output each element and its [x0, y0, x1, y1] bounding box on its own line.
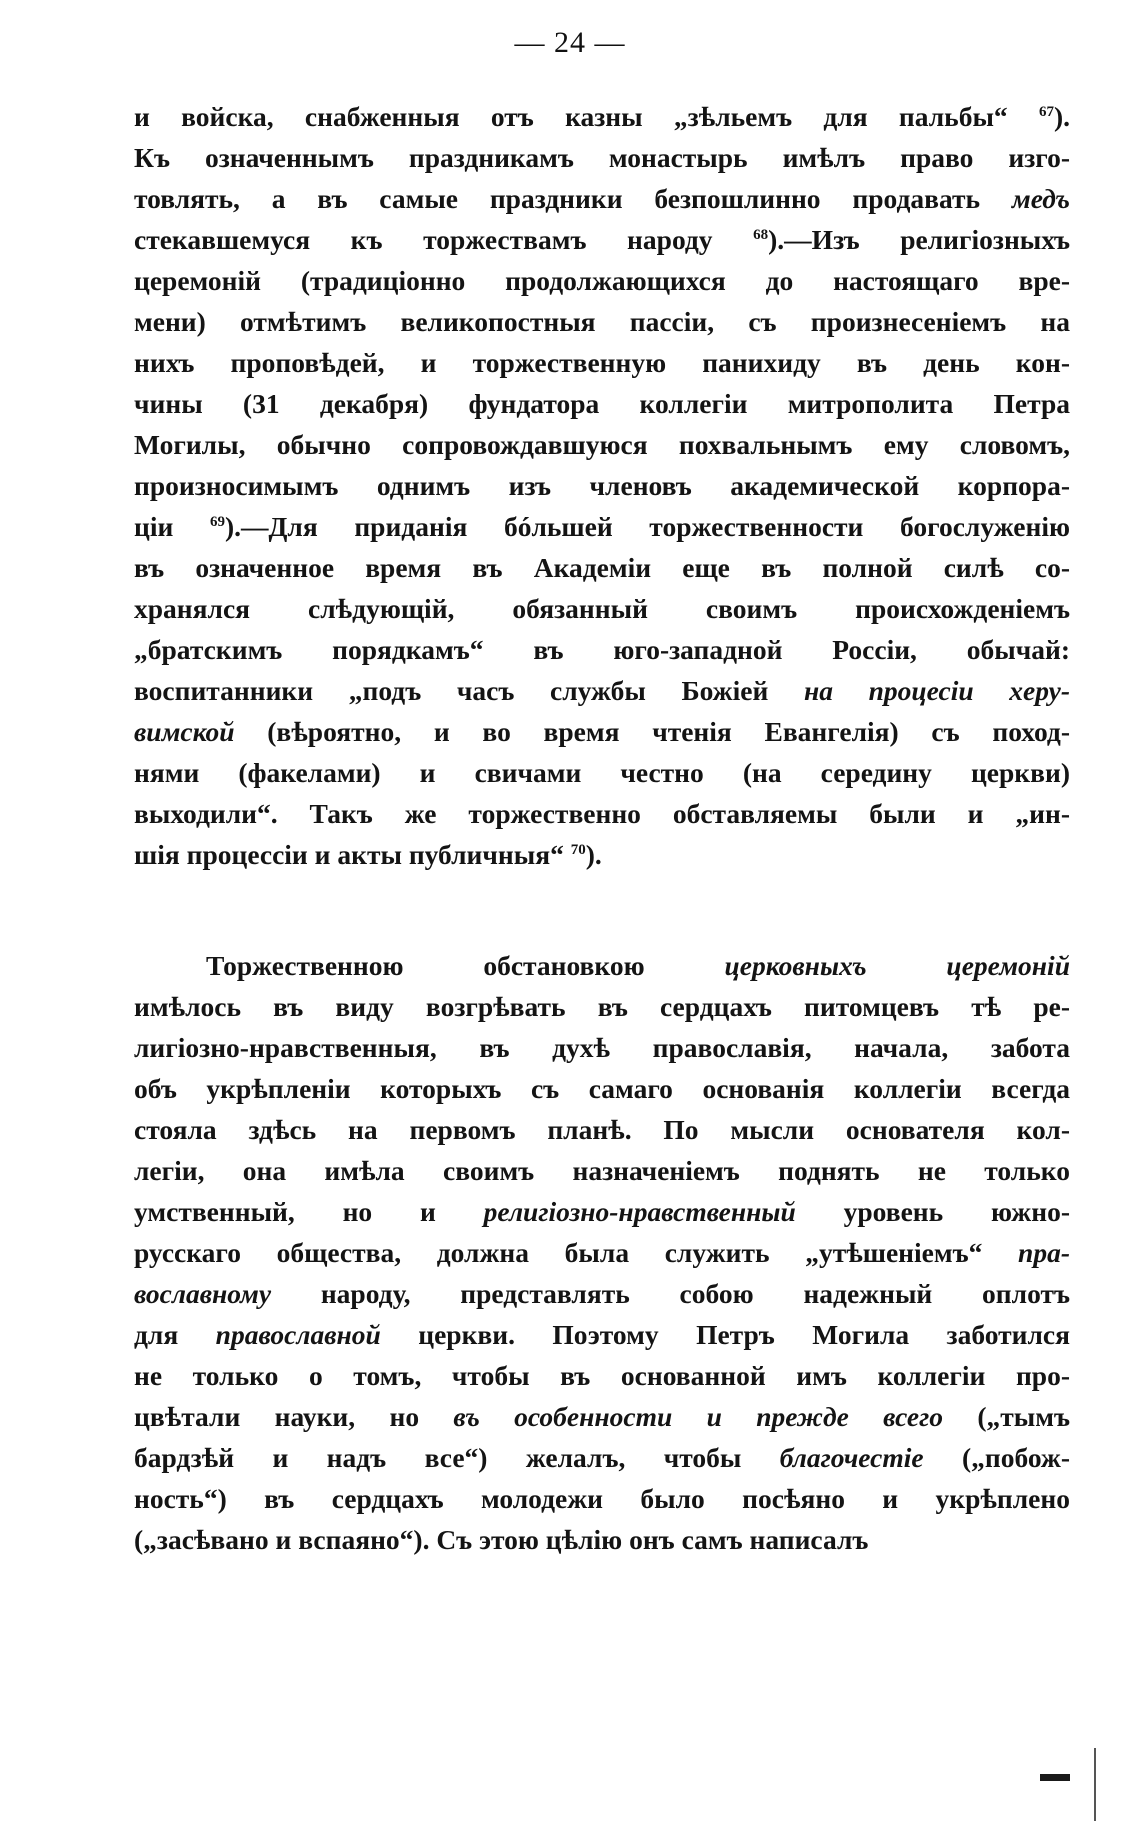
text-line: [134, 1273, 1070, 1314]
text-line: [134, 547, 1070, 588]
text-line: [134, 752, 1070, 793]
text-line: [134, 629, 1070, 670]
italic-text-run: медъ: [1011, 183, 1070, 214]
text-line: [134, 711, 1070, 752]
italic-text-run: на процесіи херу-: [803, 675, 1070, 706]
italic-text-run: религіозно-нравственный: [483, 1196, 796, 1227]
text-line: [134, 465, 1070, 506]
text-run: легіи, она имѣла своимъ назначеніемъ поднять не только: [134, 1155, 1070, 1186]
italic-text-run: пра-: [1018, 1237, 1070, 1268]
text-run: не только о томъ, чтобы въ основанной имъ коллегіи про-: [134, 1360, 1070, 1391]
text-line: [134, 1437, 1070, 1478]
text-run: народу, представлять собою надежный оплотъ: [271, 1278, 1070, 1309]
text-line: [134, 178, 1070, 219]
text-line: [134, 137, 1070, 178]
text-run: Къ означеннымъ праздникамъ монастырь имѣлъ право изго-: [134, 142, 1070, 173]
text-line: [134, 1396, 1070, 1437]
footnote-marker: 68: [753, 227, 769, 243]
italic-text-run: церковныхъ церемоній: [724, 950, 1070, 981]
text-run: уровень южно-: [795, 1196, 1070, 1227]
footnote-marker: 67: [1038, 104, 1054, 120]
text-run: для: [134, 1319, 216, 1350]
text-run: объ укрѣпленіи которыхъ съ самаго основанія коллегіи всегда: [134, 1073, 1070, 1104]
text-run: лигіозно-нравственныя, въ духѣ православія, начала, забота: [134, 1032, 1070, 1063]
text-run: („тымъ: [943, 1401, 1070, 1432]
text-run: умственный, но и: [134, 1196, 484, 1227]
paragraph-1: [134, 96, 1070, 875]
text-run: („засѣвано и вспаяно“). Съ этою цѣлію онъ самъ написалъ: [134, 1524, 869, 1555]
text-run: стекавшемуся къ торжествамъ народу: [134, 224, 754, 255]
text-run: произносимымъ однимъ изъ членовъ академической корпора-: [134, 470, 1070, 501]
text-run: выходили“. Такъ же торжественно обставляемы были и „ин-: [134, 798, 1070, 829]
text-line: [134, 793, 1070, 834]
text-run: нихъ проповѣдей, и торжественную панихиду въ день кон-: [134, 347, 1070, 378]
text-run: и войска, снабженныя отъ казны „зѣльемъ для пальбы“: [134, 101, 1039, 132]
text-run: бардзѣй и надъ все“) желалъ, чтобы: [134, 1442, 780, 1473]
text-run: (вѣроятно, и во время чтенія Евангелія) съ поход-: [234, 716, 1070, 747]
text-line: [134, 1150, 1070, 1191]
text-run: ).: [585, 839, 602, 870]
text-line: [134, 301, 1070, 342]
paragraph-2: [134, 945, 1070, 1560]
text-line: [134, 424, 1070, 465]
italic-text-run: православной: [215, 1319, 381, 1350]
text-line: [134, 1068, 1070, 1109]
text-run: ціи: [134, 511, 210, 542]
text-line: [134, 1355, 1070, 1396]
text-run: церемоній (традиціонно продолжающихся до настоящаго вре-: [134, 265, 1070, 296]
text-run: церкви. Поэтому Петръ Могила заботился: [380, 1319, 1070, 1350]
text-run: воспитанники „подъ часъ службы Божіей: [134, 675, 804, 706]
text-run: Торжественною обстановкою: [206, 950, 725, 981]
footnote-marker: 70: [570, 842, 586, 858]
text-run: стояла здѣсь на первомъ планѣ. По мысли основателя кол-: [134, 1114, 1070, 1145]
text-line: [134, 96, 1070, 137]
text-run: ность“) въ сердцахъ молодежи было посѣяно и укрѣплено: [134, 1483, 1070, 1514]
footnote-marker: 69: [209, 514, 225, 530]
page-number: — 24 —: [514, 26, 626, 59]
text-line: [134, 1027, 1070, 1068]
text-line: [134, 1478, 1070, 1519]
text-run: русскаго общества, должна была служить „утѣшеніемъ“: [134, 1237, 1019, 1268]
text-line: [134, 1314, 1070, 1355]
text-line: [134, 1519, 1070, 1560]
text-line: [134, 834, 1070, 875]
italic-text-run: вимской: [134, 716, 235, 747]
text-run: цвѣтали науки, но: [134, 1401, 454, 1432]
text-run: ).—Для приданія бóльшей торжественности богослуженію: [224, 511, 1070, 542]
page-edge-line: [1094, 1748, 1096, 1821]
text-run: имѣлось въ виду возгрѣвать въ сердцахъ питомцевъ тѣ ре-: [134, 991, 1070, 1022]
text-line: [134, 260, 1070, 301]
italic-text-run: благочестіе: [779, 1442, 924, 1473]
text-run: ).: [1053, 101, 1070, 132]
text-run: товлять, а въ самые праздники безпошлинно продавать: [134, 183, 1012, 214]
text-run: чины (31 декабря) фундатора коллегіи митрополита Петра: [134, 388, 1070, 419]
text-line: [134, 1109, 1070, 1150]
text-run: Могилы, обычно сопровождавшуюся похвальнымъ ему словомъ,: [134, 429, 1070, 460]
text-line: [134, 1191, 1070, 1232]
text-run: хранялся слѣдующій, обязанный своимъ происхожденіемъ: [134, 593, 1070, 624]
italic-text-run: въ особенности и прежде всего: [453, 1401, 944, 1432]
text-run: мени) отмѣтимъ великопостныя пассіи, съ произнесеніемъ на: [134, 306, 1070, 337]
text-run: въ означенное время въ Академіи еще въ полной силѣ со-: [134, 552, 1070, 583]
text-run: („побож-: [923, 1442, 1070, 1473]
text-run: „братскимъ порядкамъ“ въ юго-западной Россіи, обычай:: [134, 634, 1070, 665]
text-run: шія процессіи и акты публичныя“: [134, 839, 571, 870]
text-line: [134, 506, 1070, 547]
italic-text-run: вославному: [134, 1278, 272, 1309]
text-line: [134, 219, 1070, 260]
text-line: [134, 342, 1070, 383]
text-line: [134, 670, 1070, 711]
text-line: [134, 986, 1070, 1027]
text-run: нями (факелами) и свичами честно (на середину церкви): [134, 757, 1070, 788]
text-line: [134, 383, 1070, 424]
text-line: [134, 1232, 1070, 1273]
text-run: ).—Изъ религіозныхъ: [768, 224, 1070, 255]
page-edge-mark: [1040, 1774, 1070, 1781]
text-line: [134, 945, 1070, 986]
text-line: [134, 588, 1070, 629]
